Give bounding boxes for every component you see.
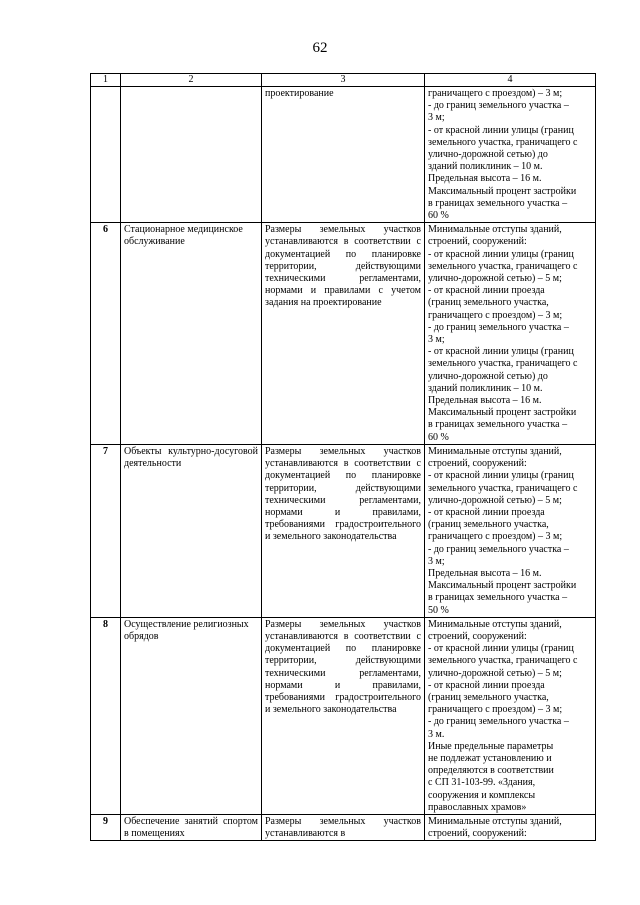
parameter-line: 3 м; (428, 555, 445, 567)
parameter-line: в границах земельного участка – (428, 419, 568, 431)
parameter-line: - от красной линии улицы (границ (428, 248, 574, 260)
parameter-line: улично-дорожной сетью) – 5 м; (428, 494, 562, 506)
parameter-line: сооружения и комплексы (428, 789, 536, 801)
use-type-name: Стационарное медицинское обслуживание (121, 223, 262, 445)
parameters-cell (425, 814, 596, 840)
parameter-line: Максимальный процент застройки (428, 185, 577, 197)
parameter-line: зданий поликлиник – 10 м. (428, 382, 543, 394)
parameter-line: - от красной линии проезда (428, 506, 545, 518)
parameters-cell (425, 444, 596, 617)
parameter-line: Минимальные отступы зданий, (428, 224, 562, 236)
use-type-name: Обеспечение занятий спортом в помещениях (121, 814, 262, 840)
use-type-name (121, 87, 262, 223)
parameter-line: улично-дорожной сетью) до (428, 149, 548, 161)
parameter-line: земельного участка, граничащего с (428, 260, 578, 272)
parameter-line: улично-дорожной сетью) – 5 м; (428, 273, 562, 285)
parameter-line: земельного участка, граничащего с (428, 358, 578, 370)
parameter-line: - до границ земельного участка – (428, 100, 569, 112)
parameter-line: с СП 31-103-99. «Здания, (428, 777, 536, 789)
table-row (91, 223, 596, 445)
parameter-line: граничащего с проездом) – 3 м; (428, 704, 563, 716)
parameter-line: - от красной линии улицы (границ (428, 346, 574, 358)
parameter-line: - до границ земельного участка – (428, 716, 569, 728)
header-cell-4: 4 (425, 74, 596, 87)
parameters-cell (425, 223, 596, 445)
page-number: 62 (312, 40, 328, 56)
table-row (91, 444, 596, 617)
parameter-line: православных храмов» (428, 801, 527, 813)
parameter-line: (границ земельного участка, (428, 519, 549, 531)
parameter-line: граничащего с проездом) – 3 м; (428, 531, 563, 543)
parameter-line: в границах земельного участка – (428, 197, 568, 209)
row-number: 6 (91, 223, 121, 445)
parameter-line: - до границ земельного участка – (428, 321, 569, 333)
row-number: 8 (91, 617, 121, 814)
parameter-line: Максимальный процент застройки (428, 580, 577, 592)
parameter-line: улично-дорожной сетью) – 5 м; (428, 667, 562, 679)
parameter-line: 3 м; (428, 334, 445, 346)
parameter-line: (границ земельного участка, (428, 297, 549, 309)
header-cell-1: 1 (91, 74, 121, 87)
plot-size-text: проектирование (262, 87, 425, 223)
parameter-line: 60 % (428, 210, 449, 222)
parameter-line: строений, сооружений: (428, 828, 527, 840)
parameter-line: Иные предельные параметры (428, 740, 554, 752)
parameter-line: земельного участка, граничащего с (428, 482, 578, 494)
plot-size-text: Размеры земельных участков устанавливаются в (262, 814, 425, 840)
parameter-line: строений, сооружений: (428, 236, 527, 248)
parameter-line: улично-дорожной сетью) до (428, 370, 548, 382)
parameter-line: земельного участка, граничащего с (428, 136, 578, 148)
use-type-name: Объекты культурно-досуговой деятельности (121, 444, 262, 617)
plot-size-text: Размеры земельных участков устанавливаются в соответствии с документацией по планировке территории, действующими техническими регламентами, нормами и правилами, требованиями градостроительного и земельного законодательства (262, 617, 425, 814)
parameters-cell (425, 87, 596, 223)
parameter-line: в границах земельного участка – (428, 592, 568, 604)
parameter-line: строений, сооружений: (428, 630, 527, 642)
table-row (91, 617, 596, 814)
parameter-line: Минимальные отступы зданий, (428, 445, 562, 457)
zoning-table (90, 73, 596, 841)
parameter-line: 50 % (428, 604, 449, 616)
table-header-row (91, 74, 596, 87)
use-type-name: Осуществление религиозных обрядов (121, 617, 262, 814)
plot-size-text: Размеры земельных участков устанавливаются в соответствии с документацией по планировке территории, действующими техническими регламентами, нормами и правилами с учетом задания на проектирование (262, 223, 425, 445)
parameter-line: 60 % (428, 431, 449, 443)
row-number: 7 (91, 444, 121, 617)
parameter-line: - от красной линии проезда (428, 285, 545, 297)
row-number (91, 87, 121, 223)
parameter-line: Предельная высота – 16 м. (428, 173, 542, 185)
parameter-line: не подлежат установлению и (428, 752, 552, 764)
parameter-line: - от красной линии проезда (428, 679, 545, 691)
plot-size-text: Размеры земельных участков устанавливаются в соответствии с документацией по планировке территории, действующими техническими регламентами, нормами и правилами, требованиями градостроительного и земельного законодательства (262, 444, 425, 617)
parameter-line: граничащего с проездом) – 3 м; (428, 309, 563, 321)
parameter-line: строений, сооружений: (428, 458, 527, 470)
parameter-line: Предельная высота – 16 м. (428, 567, 542, 579)
header-cell-3: 3 (262, 74, 425, 87)
parameter-line: земельного участка, граничащего с (428, 655, 578, 667)
parameter-line: (границ земельного участка, (428, 691, 549, 703)
parameter-line: определяются в соответствии (428, 765, 554, 777)
parameter-line: Предельная высота – 16 м. (428, 395, 542, 407)
parameters-cell (425, 617, 596, 814)
parameter-line: - от красной линии улицы (границ (428, 643, 574, 655)
parameter-line: Минимальные отступы зданий, (428, 815, 562, 827)
parameter-line: Максимальный процент застройки (428, 407, 577, 419)
parameter-line: - до границ земельного участка – (428, 543, 569, 555)
parameter-line: граничащего с проездом) – 3 м; (428, 88, 563, 99)
parameter-line: Минимальные отступы зданий, (428, 618, 562, 630)
parameter-line: зданий поликлиник – 10 м. (428, 161, 543, 173)
row-number: 9 (91, 814, 121, 840)
table-row (91, 87, 596, 223)
parameter-line: 3 м. (428, 728, 445, 740)
header-cell-2: 2 (121, 74, 262, 87)
parameter-line: - от красной линии улицы (границ (428, 470, 574, 482)
parameter-line: - от красной линии улицы (границ (428, 124, 574, 136)
table-row (91, 814, 596, 840)
parameter-line: 3 м; (428, 112, 445, 124)
